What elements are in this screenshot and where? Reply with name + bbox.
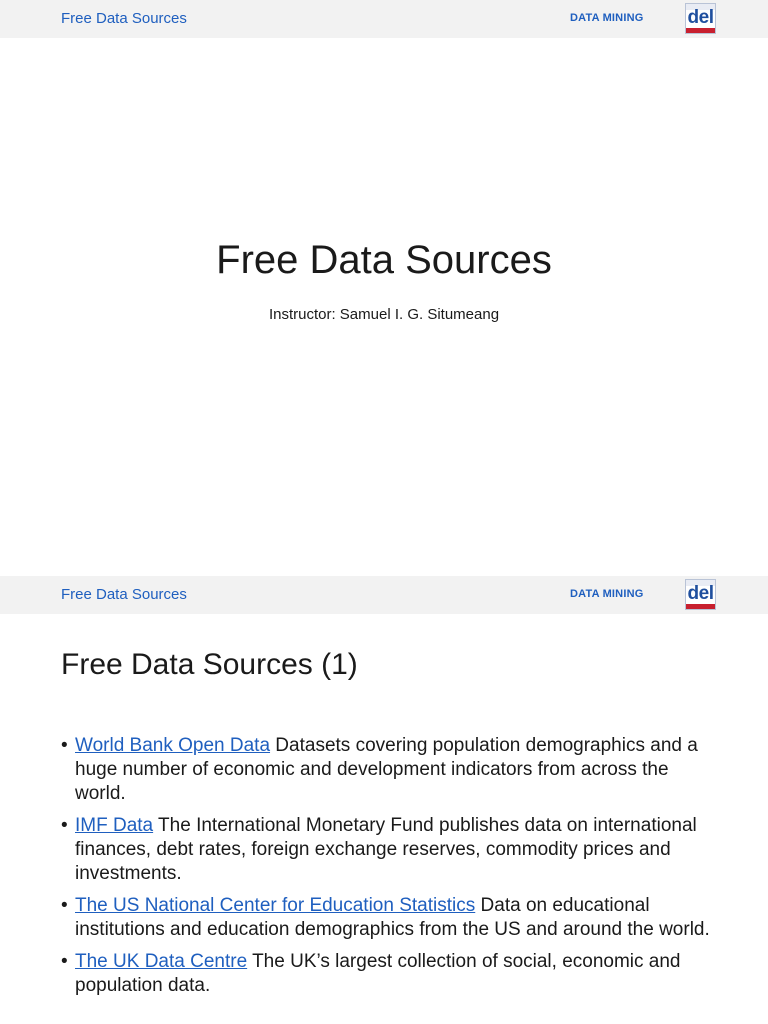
bullet-item <box>61 734 721 806</box>
bullet-dot-icon: • <box>61 815 68 836</box>
bullet-dot-icon: • <box>61 895 68 916</box>
bullet-dot-icon: • <box>61 951 68 972</box>
logo-text: del <box>687 583 714 604</box>
logo-band-bottom <box>686 28 715 33</box>
bullet-item <box>61 814 721 886</box>
header-title: Free Data Sources <box>61 586 187 603</box>
imf-data-link[interactable]: IMF Data <box>75 815 154 836</box>
slide-title: Free Data Sources <box>216 238 552 282</box>
bullet-item <box>61 894 721 942</box>
bullet-dot-icon: • <box>61 735 68 756</box>
institution-logo <box>685 3 716 34</box>
content-slide <box>0 576 768 1024</box>
bullet-text: Datasets covering population demographics and a huge number of economic and development indicators from across the world. <box>75 735 698 804</box>
instructor-subtitle: Instructor: Samuel I. G. Situmeang <box>268 306 500 323</box>
slide-heading: Free Data Sources (1) <box>61 648 358 681</box>
world-bank-link[interactable]: World Bank Open Data <box>75 735 271 756</box>
institution-logo <box>685 579 716 610</box>
bullet-item <box>61 950 721 998</box>
slide-header <box>0 576 768 614</box>
header-title: Free Data Sources <box>61 10 187 27</box>
us-education-stats-link[interactable]: The US National Center for Education Statistics <box>75 895 476 916</box>
logo-band-bottom <box>686 604 715 609</box>
bullet-text: Data on educational institutions and education demographics from the US and around the world. <box>75 895 710 940</box>
logo-text: del <box>687 7 714 28</box>
bullet-text: The UK’s largest collection of social, economic and population data. <box>75 951 681 996</box>
slide-header <box>0 0 768 38</box>
course-label: DATA MINING <box>570 12 644 24</box>
uk-data-centre-link[interactable]: The UK Data Centre <box>75 951 248 972</box>
course-label: DATA MINING <box>570 588 644 600</box>
bullet-list <box>61 734 721 1006</box>
bullet-text: The International Monetary Fund publishes data on international finances, debt rates, foreign exchange reserves, commodity prices and investments. <box>75 815 697 884</box>
